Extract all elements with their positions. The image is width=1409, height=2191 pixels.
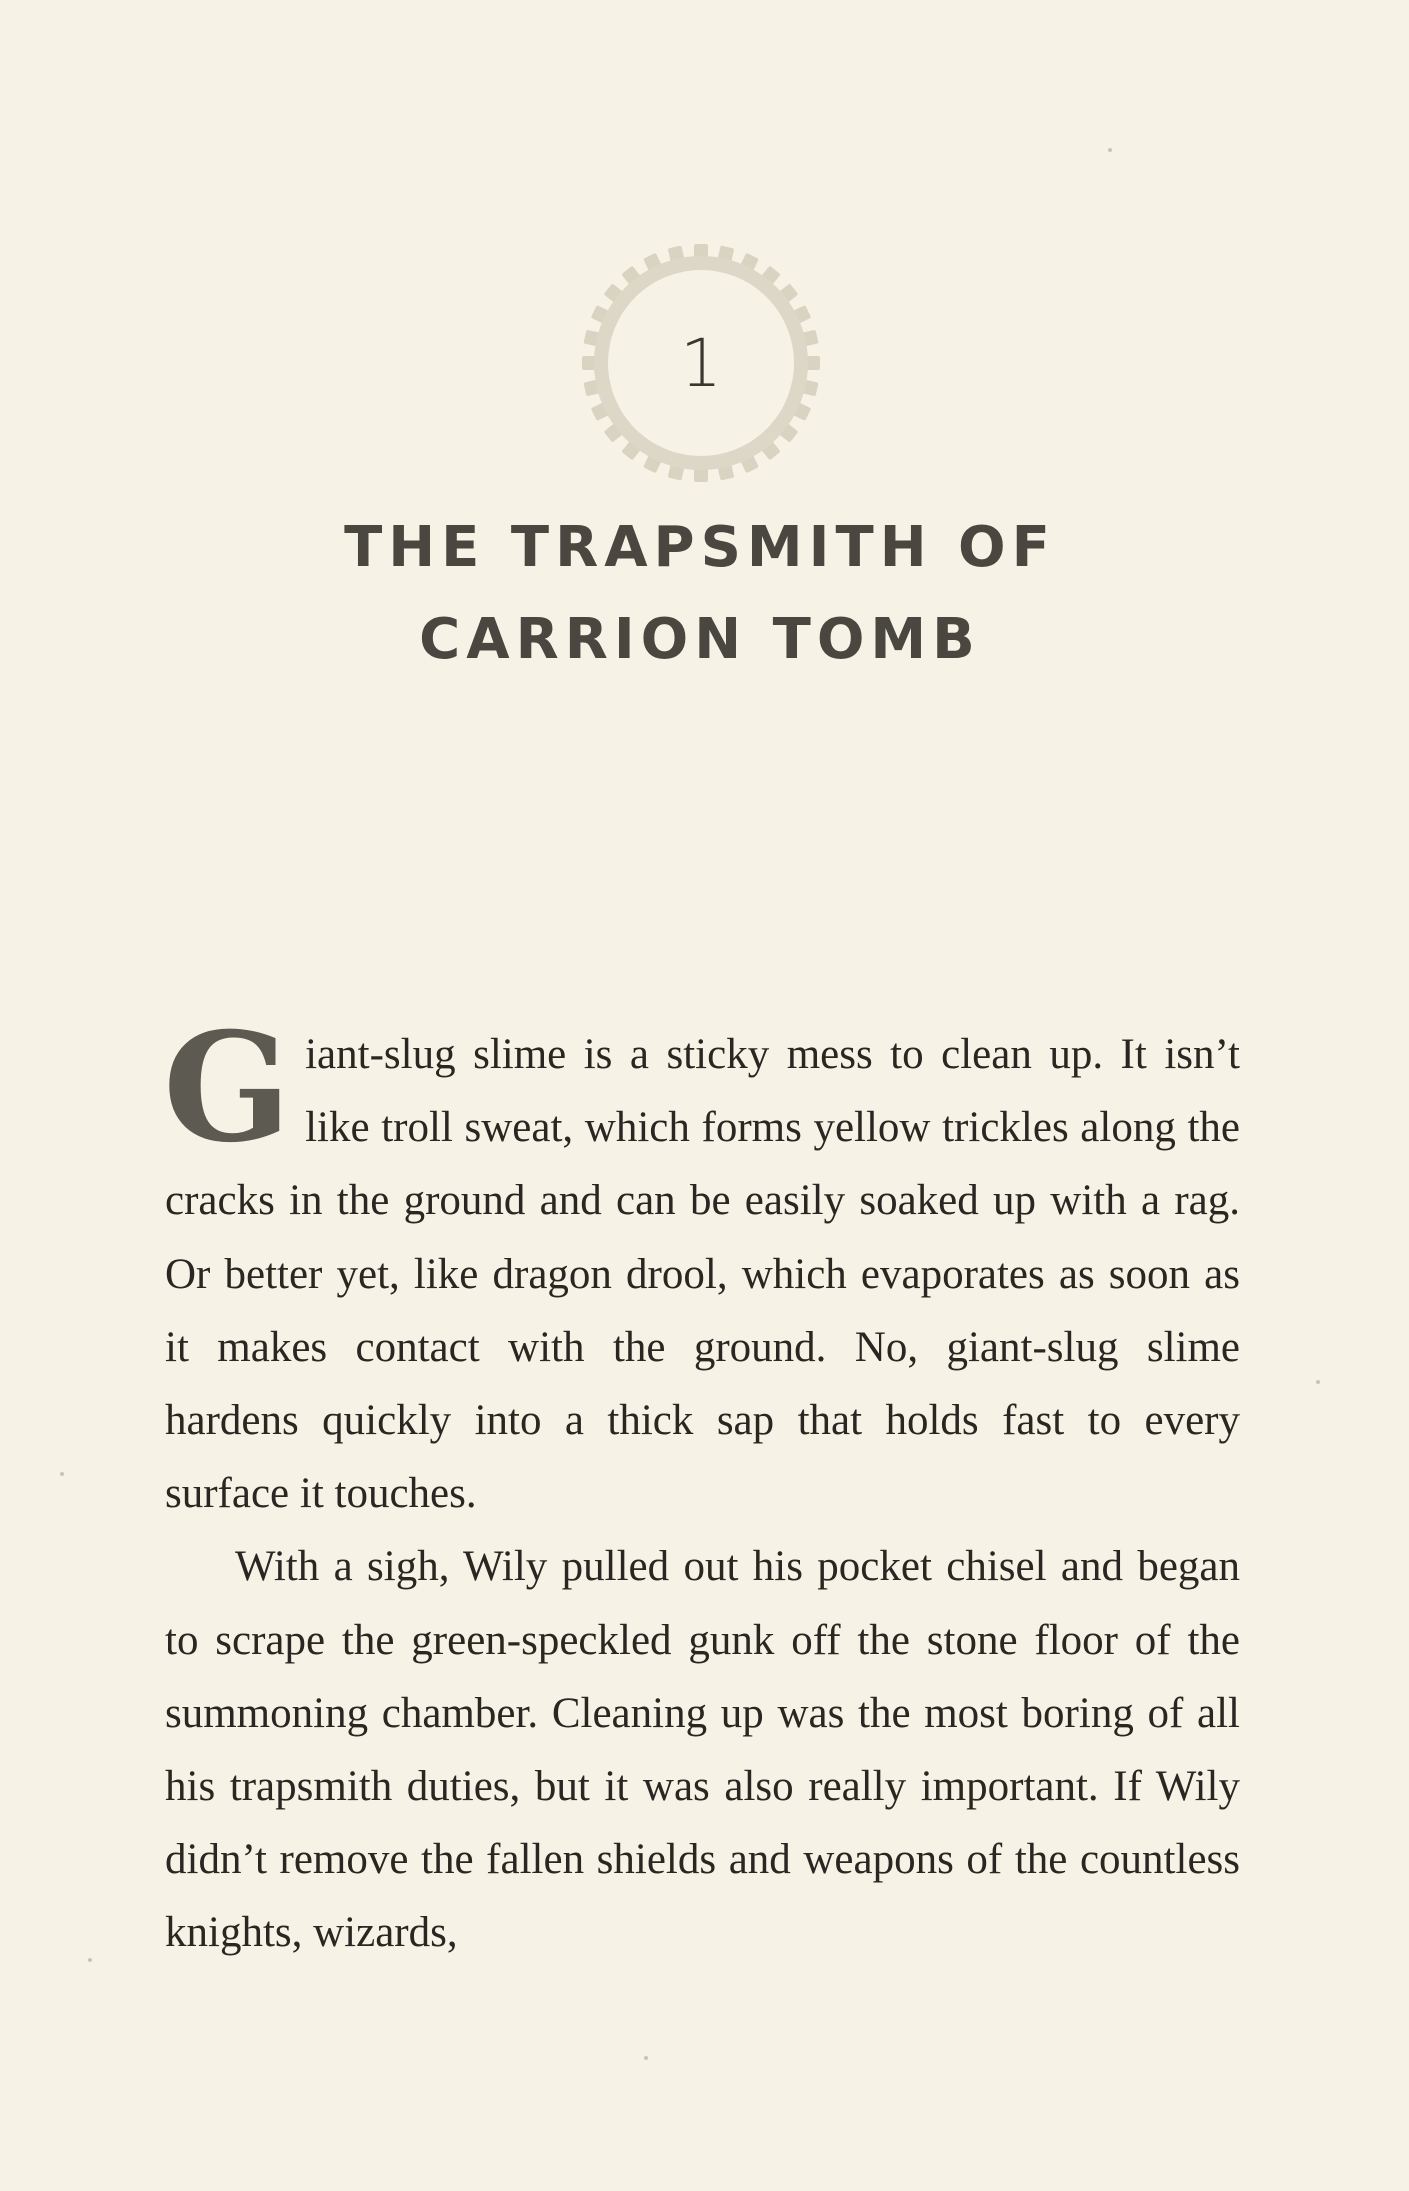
chapter-number: 1 — [680, 324, 722, 402]
chapter-title-line-1: THE TRAPSMITH OF — [344, 515, 1056, 580]
paragraph-1 — [163, 1000, 1240, 1530]
paper-speck — [1108, 148, 1112, 152]
chapter-body — [163, 1000, 1240, 1970]
paper-speck — [60, 1472, 64, 1476]
paragraph-1-text: iant-slug slime is a sticky mess to clean up. It isn’t like troll sweat, which forms yellow trickles along the cracks in the ground and can be easily soaked up with a rag. Or better yet, like dragon drool, which evaporates as soon as it makes contact with the ground. No, giant-slug slime hardens quickly into a thick sap that holds fast to every surface it touches. — [165, 1031, 1240, 1518]
drop-cap: G — [163, 1000, 292, 1176]
chapter-title-line-2: CARRION TOMB — [419, 607, 981, 672]
paper-speck — [88, 1958, 92, 1962]
chapter-title — [200, 502, 1200, 686]
paragraph-2: With a sigh, Wily pulled out his pocket chisel and began to scrape the green-speckled gunk off the stone floor of the summoning chamber. Cleaning up was the most boring of all his trapsmith duties, but it was also really important. If Wily didn’t remove the fallen shields and weapons of the countless knights, wizards, — [165, 1543, 1240, 1957]
paper-speck — [1316, 1380, 1320, 1384]
paper-speck — [644, 2056, 648, 2060]
